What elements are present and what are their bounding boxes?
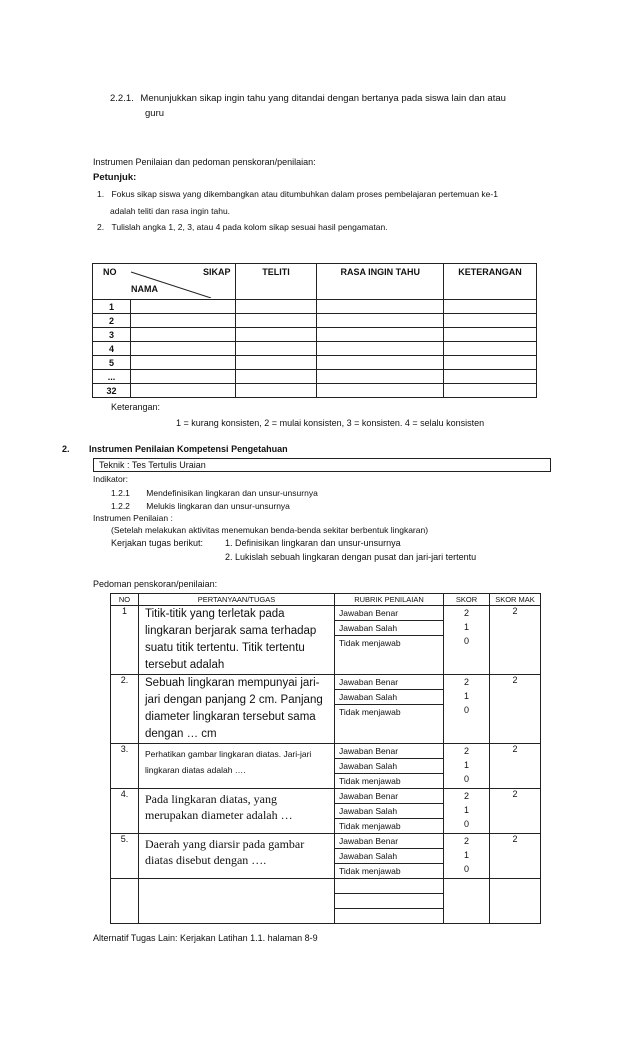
row-number: 3 xyxy=(93,328,131,342)
rubrik-criterion: Tidak menjawab xyxy=(339,707,401,717)
row-number: 4 xyxy=(93,342,131,356)
sikap-table xyxy=(92,263,537,398)
indikator-number: 1.2.1 xyxy=(111,488,130,498)
indikator-text: Melukis lingkaran dan unsur-unsurnya xyxy=(146,501,290,511)
rubrik-criterion: Jawaban Benar xyxy=(335,789,443,804)
rubrik-criterion: Jawaban Salah xyxy=(335,849,443,864)
rubrik-number: 2. xyxy=(111,675,139,744)
tugas-item: 1. Definisikan lingkaran dan unsur-unsurnya xyxy=(225,538,401,548)
rubrik-empty-row xyxy=(111,879,541,924)
sikap-table-row xyxy=(93,328,537,342)
empty-cell xyxy=(317,384,444,398)
rubrik-question-cell xyxy=(139,606,335,675)
empty-cell xyxy=(130,384,235,398)
rubrik-max-score: 2 xyxy=(490,675,541,744)
instrumen-note: (Setelah melakukan aktivitas menemukan benda-benda sekitar berbentuk lingkaran) xyxy=(111,525,429,535)
rubrik-criterion: Tidak menjawab xyxy=(339,776,401,786)
rubrik-criterion: Jawaban Benar xyxy=(335,675,443,690)
empty-cell xyxy=(444,356,537,370)
empty-cell xyxy=(444,384,537,398)
row-number: 5 xyxy=(93,356,131,370)
rubrik-score: 2 xyxy=(463,746,469,756)
row-number: 32 xyxy=(93,384,131,398)
empty-cell xyxy=(235,384,317,398)
rubrik-max-score: 2 xyxy=(490,606,541,675)
sikap-table-row xyxy=(93,314,537,328)
indikator-item xyxy=(111,501,290,511)
rubrik-question-cell xyxy=(139,675,335,744)
sikap-table-row xyxy=(93,356,537,370)
petunjuk-text: Fokus sikap siswa yang dikembangkan atau ditumbuhkan dalam proses pembelajaran pertemuan ke-1 xyxy=(111,189,498,199)
rubrik-number: 3. xyxy=(111,744,139,789)
empty-cell xyxy=(130,356,235,370)
rubrik-criterion: Tidak menjawab xyxy=(339,821,401,831)
no-nama-sikap-cell xyxy=(93,264,236,300)
rubrik-max-score: 2 xyxy=(490,834,541,879)
intro-item-line1: Menunjukkan sikap ingin tahu yang ditandai dengan bertanya pada siswa lain dan atau xyxy=(140,93,506,104)
rubrik-criteria-cell xyxy=(335,789,444,834)
tugas-label: Kerjakan tugas berikut: xyxy=(111,538,204,548)
indikator-number: 1.2.2 xyxy=(111,501,130,511)
sikap-table-body xyxy=(93,300,537,398)
rubrik-criterion: Jawaban Salah xyxy=(335,621,443,636)
rubrik-score: 1 xyxy=(463,691,469,701)
teknik-text: Teknik : Tes Tertulis Uraian xyxy=(99,460,206,470)
rubrik-question: Daerah yang diarsir pada gambar diatas disebut dengan …. xyxy=(145,837,305,867)
rubrik-score: 0 xyxy=(463,819,469,829)
empty-cell xyxy=(444,370,537,384)
empty-cell xyxy=(235,370,317,384)
rubrik-criterion: Jawaban Salah xyxy=(335,759,443,774)
rubrik-criterion: Jawaban Benar xyxy=(335,834,443,849)
rubrik-header-cell: SKOR xyxy=(444,594,490,606)
indikator-label: Indikator: xyxy=(93,474,128,484)
rubrik-criteria-cell xyxy=(335,606,444,675)
empty-cell xyxy=(335,879,444,924)
empty-cell xyxy=(130,300,235,314)
rubrik-criteria-cell xyxy=(335,744,444,789)
rubrik-criterion: Jawaban Benar xyxy=(335,606,443,621)
rubrik-max-score: 2 xyxy=(490,789,541,834)
rubrik-question-cell xyxy=(139,744,335,789)
empty-cell xyxy=(139,879,335,924)
sikap-table-row xyxy=(93,384,537,398)
rubrik-header-cell: PERTANYAAN/TUGAS xyxy=(139,594,335,606)
keterangan-text: 1 = kurang konsisten, 2 = mulai konsisten, 3 = konsisten. 4 = selalu konsisten xyxy=(176,418,485,428)
rubrik-score: 0 xyxy=(463,636,469,646)
empty-cell xyxy=(130,328,235,342)
rubrik-header xyxy=(111,594,541,606)
rubrik-score-cell xyxy=(444,606,490,675)
rubrik-criteria-cell xyxy=(335,675,444,744)
empty-cell xyxy=(317,370,444,384)
rubrik-criterion: Jawaban Benar xyxy=(335,744,443,759)
rubrik-question: Titik-titik yang terletak pada lingkaran berjarak sama terhadap suatu titik tertentu. Titik tertentu tersebut adalah xyxy=(145,608,317,671)
rubrik-header-cell: RUBRIK PENILAIAN xyxy=(335,594,444,606)
intro-item-line2: guru xyxy=(145,108,165,119)
rubrik-question-cell xyxy=(139,834,335,879)
rubrik-criterion: Tidak menjawab xyxy=(339,866,401,876)
rubrik-score: 0 xyxy=(463,864,469,874)
empty-cell xyxy=(130,370,235,384)
rubrik-score: 2 xyxy=(463,608,469,618)
sikap-intro: Instrumen Penilaian dan pedoman penskoran/penilaian: xyxy=(93,157,316,167)
alternatif-text: Alternatif Tugas Lain: Kerjakan Latihan 1.1. halaman 8-9 xyxy=(93,933,318,943)
empty-cell xyxy=(235,314,317,328)
rubrik-score: 1 xyxy=(463,850,469,860)
empty-cell xyxy=(444,879,490,924)
empty-cell xyxy=(130,342,235,356)
rubrik-score: 1 xyxy=(463,622,469,632)
empty-cell xyxy=(235,342,317,356)
empty-cell xyxy=(317,356,444,370)
tugas-item: 2. Lukislah sebuah lingkaran dengan pusat dan jari-jari tertentu xyxy=(225,552,477,562)
col-header: TELITI xyxy=(235,264,317,300)
diagonal-line xyxy=(93,264,236,298)
empty-cell xyxy=(235,356,317,370)
empty-cell xyxy=(317,300,444,314)
rubrik-score: 0 xyxy=(463,705,469,715)
empty-cell xyxy=(235,300,317,314)
intro-item xyxy=(110,93,506,104)
empty-criterion xyxy=(335,909,443,923)
row-number: ... xyxy=(93,370,131,384)
col-header: KETERANGAN xyxy=(444,264,537,300)
sikap-label: SIKAP xyxy=(203,267,231,277)
rubrik-row xyxy=(111,789,541,834)
intro-item-number: 2.2.1. xyxy=(110,93,134,104)
col-header: RASA INGIN TAHU xyxy=(317,264,444,300)
rubrik-criterion: Jawaban Salah xyxy=(335,804,443,819)
rubrik-score: 1 xyxy=(463,805,469,815)
empty-criterion xyxy=(335,879,443,894)
no-label: NO xyxy=(103,267,117,277)
rubrik-score-cell xyxy=(444,675,490,744)
pengetahuan-number: 2. xyxy=(62,444,70,454)
indikator-item xyxy=(111,488,318,498)
empty-cell xyxy=(235,328,317,342)
rubrik-criteria-cell xyxy=(335,834,444,879)
rubrik-score-cell xyxy=(444,834,490,879)
instrumen-label: Instrumen Penilaian : xyxy=(93,513,173,523)
sikap-table-header xyxy=(93,264,537,300)
rubrik-score-cell xyxy=(444,744,490,789)
petunjuk-item-1 xyxy=(97,189,498,199)
rubrik-score: 1 xyxy=(463,760,469,770)
row-number: 1 xyxy=(93,300,131,314)
teknik-box xyxy=(93,458,551,472)
rubrik-row xyxy=(111,606,541,675)
empty-cell xyxy=(444,328,537,342)
rubrik-header-cell: SKOR MAK xyxy=(490,594,541,606)
rubrik-question: Sebuah lingkaran mempunyai jari-jari dengan panjang 2 cm. Panjang diameter lingkaran tersebut sama dengan … cm xyxy=(145,677,323,740)
row-number: 2 xyxy=(93,314,131,328)
nama-label: NAMA xyxy=(131,284,158,294)
empty-criterion xyxy=(335,894,443,909)
rubrik-max-score: 2 xyxy=(490,744,541,789)
keterangan-label: Keterangan: xyxy=(111,402,161,412)
pedoman-label: Pedoman penskoran/penilaian: xyxy=(93,579,218,589)
pengetahuan-heading xyxy=(62,444,288,454)
rubrik-criterion: Jawaban Salah xyxy=(335,690,443,705)
petunjuk-item-2 xyxy=(97,222,388,232)
empty-cell xyxy=(317,342,444,356)
petunjuk-number: 1. xyxy=(97,189,105,199)
pengetahuan-title: Instrumen Penilaian Kompetensi Pengetahuan xyxy=(89,444,288,454)
rubrik-row xyxy=(111,744,541,789)
sikap-table-row xyxy=(93,300,537,314)
rubrik-row xyxy=(111,675,541,744)
rubrik-score: 2 xyxy=(463,791,469,801)
empty-cell xyxy=(130,314,235,328)
rubrik-number: 1 xyxy=(111,606,139,675)
rubrik-score: 0 xyxy=(463,774,469,784)
rubrik-question: Perhatikan gambar lingkaran diatas. Jari-jari lingkaran diatas adalah …. xyxy=(145,749,312,775)
rubrik-score: 2 xyxy=(463,836,469,846)
rubrik-number: 4. xyxy=(111,789,139,834)
rubrik-score-cell xyxy=(444,789,490,834)
petunjuk-text: Tulislah angka 1, 2, 3, atau 4 pada kolom sikap sesuai hasil pengamatan. xyxy=(111,222,388,232)
petunjuk-label: Petunjuk: xyxy=(93,172,137,183)
petunjuk-item-1-cont: adalah teliti dan rasa ingin tahu. xyxy=(110,206,231,216)
empty-cell xyxy=(444,314,537,328)
empty-cell xyxy=(317,328,444,342)
petunjuk-number: 2. xyxy=(97,222,105,232)
empty-cell xyxy=(111,879,139,924)
empty-cell xyxy=(317,314,444,328)
rubrik-row xyxy=(111,834,541,879)
rubrik-table xyxy=(110,593,541,924)
rubrik-criterion: Tidak menjawab xyxy=(339,638,401,648)
rubrik-number: 5. xyxy=(111,834,139,879)
rubrik-body xyxy=(111,606,541,924)
rubrik-score: 2 xyxy=(463,677,469,687)
sikap-table-row xyxy=(93,342,537,356)
sikap-table-row xyxy=(93,370,537,384)
indikator-text: Mendefinisikan lingkaran dan unsur-unsurnya xyxy=(146,488,318,498)
rubrik-question-cell xyxy=(139,789,335,834)
rubrik-question: Pada lingkaran diatas, yang merupakan diameter adalah … xyxy=(145,792,293,822)
empty-cell xyxy=(490,879,541,924)
empty-cell xyxy=(444,300,537,314)
empty-cell xyxy=(444,342,537,356)
rubrik-header-cell: NO xyxy=(111,594,139,606)
